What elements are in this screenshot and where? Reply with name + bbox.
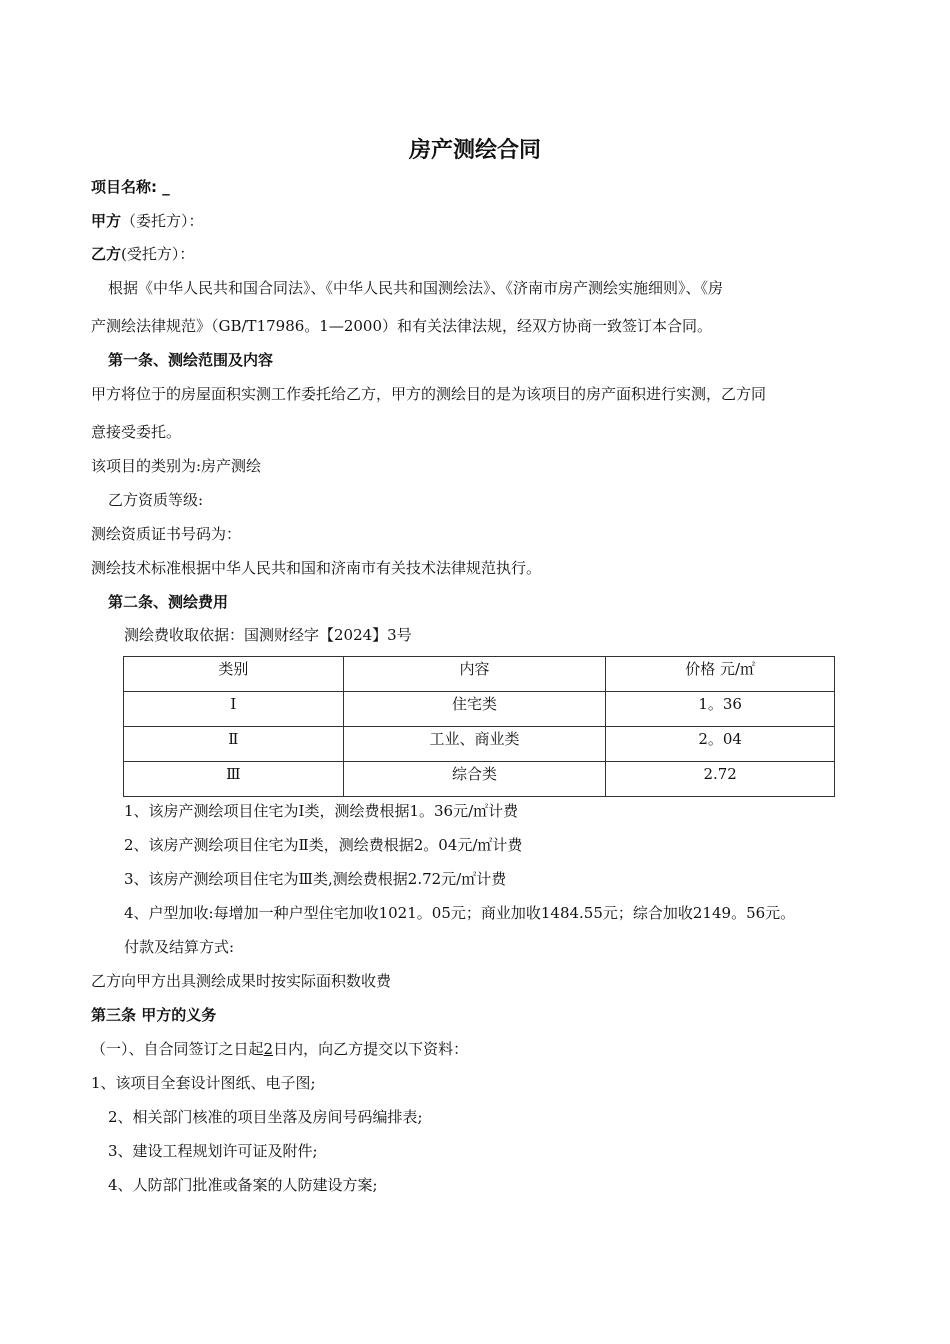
fee-table-cell: 综合类 — [343, 762, 606, 797]
article-1-para-line-1: 甲方将位于的房屋面积实测工作委托给乙方，甲方的测绘目的是为该项目的房产面积进行实测，乙方同 — [91, 385, 767, 403]
material-item-2: 2、相关部门核准的项目坐落及房间号码编排表; — [108, 1108, 423, 1126]
fee-table-cell: 住宅类 — [343, 692, 606, 727]
party-a-line — [91, 211, 204, 231]
intro-line-1: 根据《中华人民共和国合同法》、《中华人民共和国测绘法》、《济南市房产测绘实施细则》、《房 — [108, 279, 724, 297]
fee-table-header: 内容 — [343, 657, 606, 692]
fee-table-header-row — [124, 657, 835, 692]
clause-1-prefix: （一）、自合同签订之日起 — [91, 1040, 264, 1058]
fee-table-row — [124, 727, 835, 762]
article-3-clause-1 — [91, 1039, 468, 1059]
article-1-para-line-2: 意接受委托。 — [91, 423, 182, 441]
fee-table-cell: 2.72 — [606, 762, 835, 797]
fee-table-row — [124, 762, 835, 797]
party-b-label: 乙方 — [91, 245, 122, 263]
payment-method-text: 乙方向甲方出具测绘成果时按实际面积数收费 — [91, 972, 392, 990]
project-name-label: 项目名称: — [91, 178, 157, 196]
project-category: 该项目的类别为:房产测绘 — [91, 457, 262, 475]
project-name-line — [91, 177, 170, 197]
material-item-3: 3、建设工程规划许可证及附件; — [108, 1142, 318, 1160]
fee-table-cell: Ⅰ — [124, 692, 344, 727]
document-title: 房产测绘合同 — [408, 138, 541, 163]
intro-line-2: 产测绘法律规范》（GB/T17986。1—2000）和有关法律法规，经双方协商一致签订本合同。 — [91, 317, 713, 335]
party-b-line — [91, 244, 194, 264]
article-2-heading: 第二条、测绘费用 — [108, 593, 229, 611]
clause-1-suffix: 日内，向乙方提交以下资料： — [273, 1040, 469, 1058]
fee-table-header: 类别 — [124, 657, 344, 692]
fee-table-cell: 2。04 — [606, 727, 835, 762]
fee-item-1: 1、该房产测绘项目住宅为Ⅰ类，测绘费根据1。36元/㎡计费 — [124, 802, 519, 820]
fee-table-header: 价格 元/㎡ — [606, 657, 835, 692]
fee-item-2: 2、该房产测绘项目住宅为Ⅱ类，测绘费根据2。04元/㎡计费 — [124, 836, 523, 854]
fee-item-4: 4、户型加收:每增加一种户型住宅加收1021。05元；商业加收1484.55元；综合加收2149。56元。 — [124, 904, 796, 922]
fee-item-3: 3、该房产测绘项目住宅为Ⅲ类,测绘费根据2.72元/㎡计费 — [124, 870, 507, 888]
material-item-1: 1、该项目全套设计图纸、电子图; — [91, 1074, 316, 1092]
fee-table — [123, 656, 835, 797]
fee-table-cell: Ⅲ — [124, 762, 344, 797]
fee-table-cell: 1。36 — [606, 692, 835, 727]
qualification-level: 乙方资质等级: — [108, 491, 204, 509]
article-3-heading: 第三条 甲方的义务 — [91, 1006, 217, 1024]
fee-basis: 测绘费收取依据：国测财经字【2024】3号 — [124, 626, 412, 644]
project-name-value: _ — [162, 178, 170, 196]
party-a-label: 甲方 — [91, 212, 122, 230]
material-item-4: 4、人防部门批准或备案的人防建设方案; — [108, 1176, 378, 1194]
payment-method-label: 付款及结算方式: — [124, 938, 235, 956]
certificate-number: 测绘资质证书号码为： — [91, 525, 242, 543]
fee-table-row — [124, 692, 835, 727]
party-a-rest: （委托方）： — [121, 212, 204, 230]
technical-standard: 测绘技术标准根据中华人民共和国和济南市有关技术法律规范执行。 — [91, 559, 542, 577]
clause-1-days: 2 — [263, 1040, 274, 1058]
fee-table-cell: Ⅱ — [124, 727, 344, 762]
article-1-heading: 第一条、测绘范围及内容 — [108, 351, 274, 369]
fee-table-cell: 工业、商业类 — [343, 727, 606, 762]
party-b-rest: (受托方）： — [121, 245, 195, 263]
